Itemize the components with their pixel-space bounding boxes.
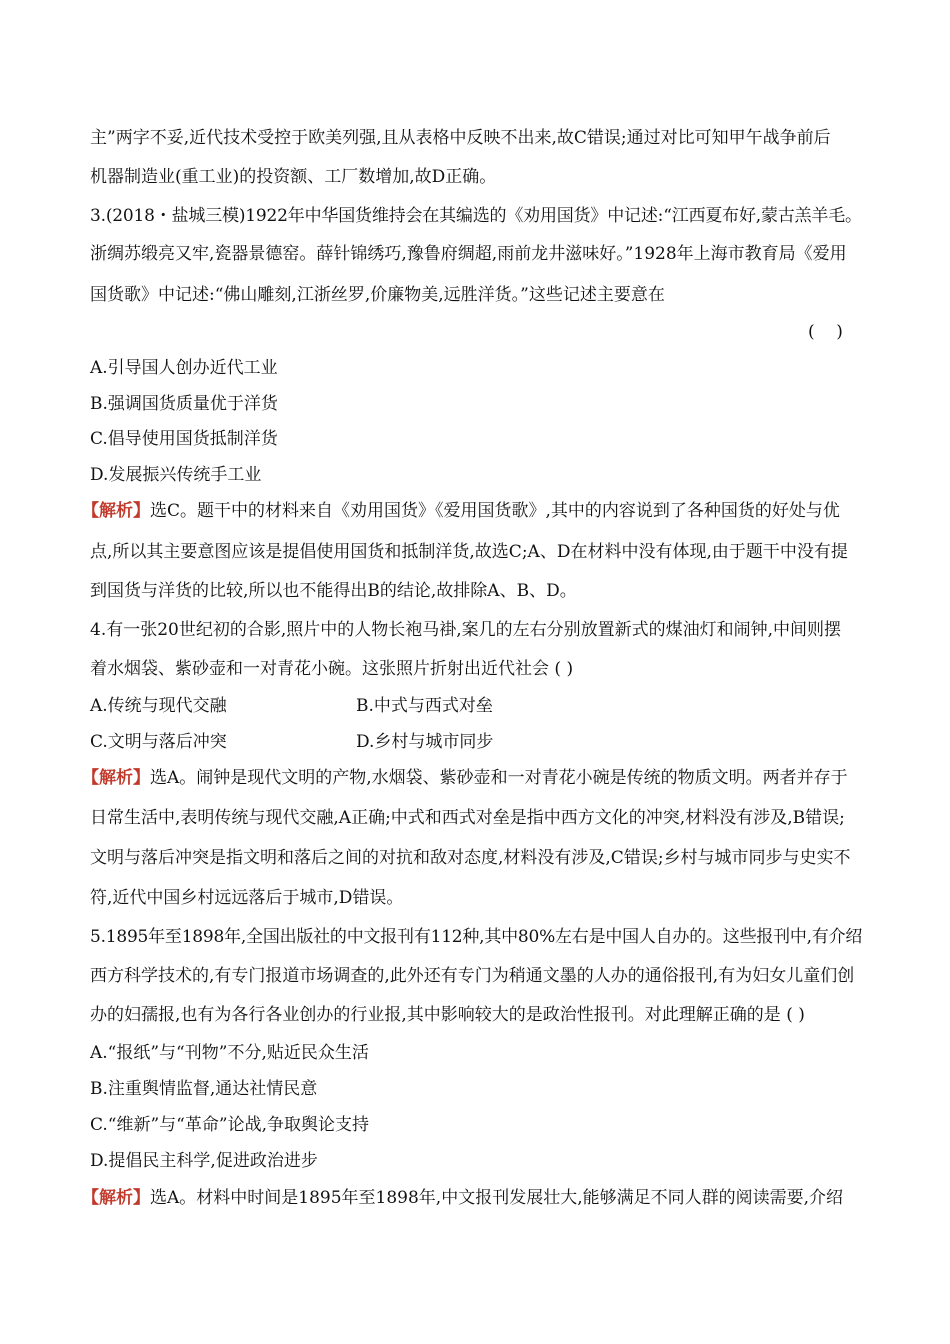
q3-option-d: D.发展振兴传统手工业: [90, 465, 262, 485]
q3-analysis-text: 选C。题干中的材料来自《劝用国货》《爱用国货歌》,其中的内容说到了各种国货的好处与优: [150, 501, 840, 521]
q3-option-a: A.引导国人创办近代工业: [90, 358, 278, 378]
q4-analysis-text: 选A。闹钟是现代文明的产物,水烟袋、紫砂壶和一对青花小碗是传统的物质文明。两者并存于: [150, 768, 848, 788]
q5-stem-line-3: 办的妇孺报,也有为各行各业创办的行业报,其中影响较大的是政治性报刊。对此理解正确的是 ( ): [90, 1005, 805, 1025]
q5-option-a: A.“报纸”与“刊物”不分,贴近民众生活: [90, 1043, 369, 1063]
q3-stem-line-2: 浙绸苏缎亮又牢,瓷器景德窑。薛针锦绣巧,豫鲁府绸超,雨前龙井滋味好。”1928年上海市教育局《爱用: [90, 244, 847, 264]
q4-option-d: D.乡村与城市同步: [356, 732, 494, 752]
q4-option-c: C.文明与落后冲突: [90, 732, 227, 752]
q5-stem-line-2: 西方科学技术的,有专门报道市场调查的,此外还有专门为稍通文墨的人办的通俗报刊,有为妇女儿童们创: [90, 966, 855, 986]
q4-option-b: B.中式与西式对垒: [356, 696, 493, 716]
q4-stem-line-1: 4.有一张20世纪初的合影,照片中的人物长袍马褂,案几的左右分别放置新式的煤油灯和闹钟,中间则摆: [90, 620, 842, 640]
q4-analysis-line-2: 日常生活中,表明传统与现代交融,A正确;中式和西式对垒是指中西方文化的冲突,材料没有涉及,B错误;: [90, 808, 845, 828]
q5-option-c: C.“维新”与“革命”论战,争取舆论支持: [90, 1115, 369, 1135]
q4-analysis-line-1: [82, 766, 848, 790]
q3-analysis-line-2: 点,所以其主要意图应该是提倡使用国货和抵制洋货,故选C;A、D在材料中没有体现,由于题干中没有提: [90, 542, 848, 562]
q3-analysis-line-1: [82, 499, 840, 523]
q3-stem-line-1: 3.(2018・盐城三模)1922年中华国货维持会在其编选的《劝用国货》中记述:“江西夏布好,蒙古羔羊毛。: [90, 206, 862, 226]
q5-option-b: B.注重舆情监督,通达社情民意: [90, 1079, 318, 1099]
q5-analysis-tag: 【解析】: [82, 1188, 150, 1208]
q3-analysis-line-3: 到国货与洋货的比较,所以也不能得出B的结论,故排除A、B、D。: [90, 581, 577, 601]
q4-analysis-line-4: 符,近代中国乡村远远落后于城市,D错误。: [90, 888, 404, 908]
q3-option-b: B.强调国货质量优于洋货: [90, 394, 278, 414]
q4-option-a: A.传统与现代交融: [90, 696, 227, 716]
q3-stem-line-3: 国货歌》中记述:“佛山雕刻,江浙丝罗,价廉物美,远胜洋货。”这些记述主要意在: [90, 285, 665, 305]
q3-answer-paren: ( ): [808, 322, 843, 342]
q4-analysis-line-3: 文明与落后冲突是指文明和落后之间的对抗和敌对态度,材料没有涉及,C错误;乡村与城市同步与史实不: [90, 848, 851, 868]
continuation-line-1: 主”两字不妥,近代技术受控于欧美列强,且从表格中反映不出来,故C错误;通过对比可知甲午战争前后: [90, 128, 831, 148]
q3-option-c: C.倡导使用国货抵制洋货: [90, 429, 278, 449]
continuation-line-2: 机器制造业(重工业)的投资额、工厂数增加,故D正确。: [90, 167, 497, 187]
q3-analysis-tag: 【解析】: [82, 501, 150, 521]
q5-option-d: D.提倡民主科学,促进政治进步: [90, 1151, 318, 1171]
q5-analysis-line-1: [82, 1186, 843, 1210]
q5-analysis-text: 选A。材料中时间是1895年至1898年,中文报刊发展壮大,能够满足不同人群的阅读需要,介绍: [150, 1188, 844, 1208]
q4-stem-line-2: 着水烟袋、紫砂壶和一对青花小碗。这张照片折射出近代社会 ( ): [90, 659, 574, 679]
q5-stem-line-1: 5.1895年至1898年,全国出版社的中文报刊有112种,其中80%左右是中国人自办的。这些报刊中,有介绍: [90, 927, 863, 947]
q4-analysis-tag: 【解析】: [82, 768, 150, 788]
